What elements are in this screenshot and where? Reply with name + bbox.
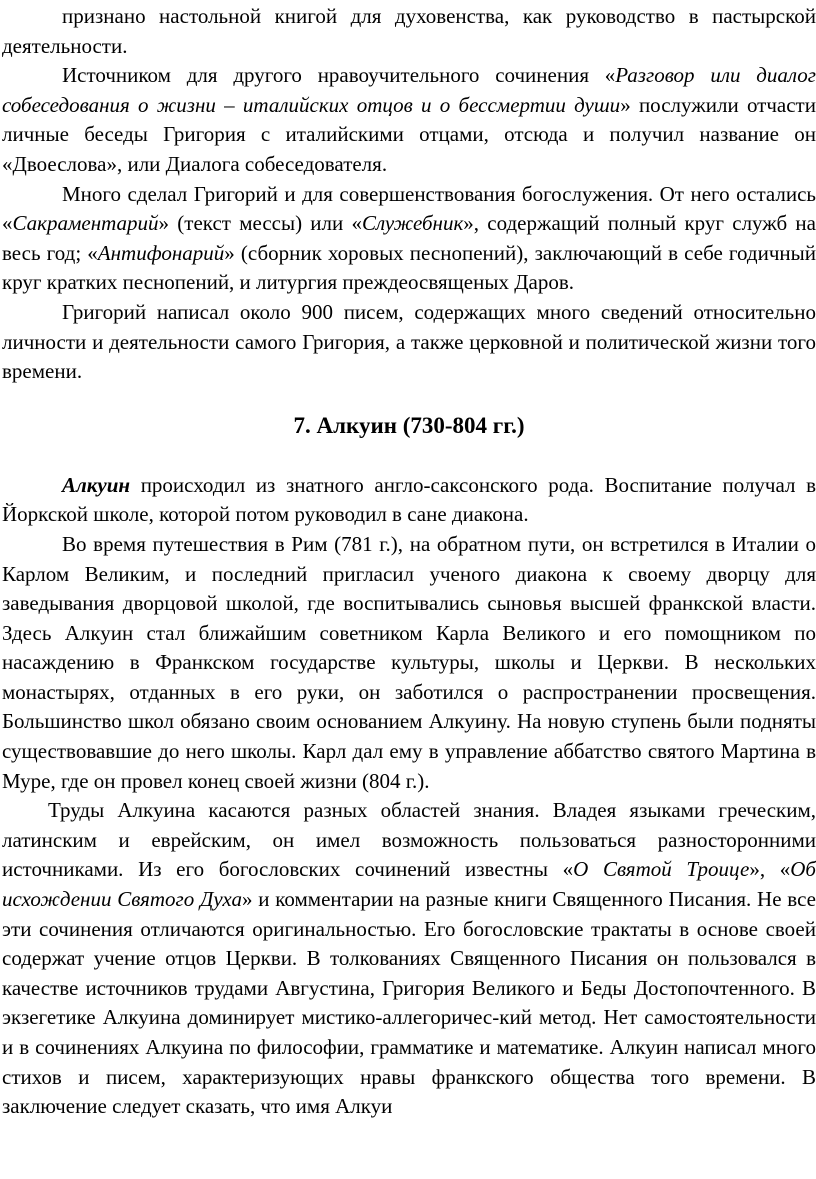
text-run: » послужили отчасти личные беседы Григория с италийскими отцами, отсюда и получил название он «Двоеслова», или Диалога собеседователя. (2, 92, 816, 176)
italic-title: Антифонарий (97, 240, 225, 265)
italic-title: Разговор или диалог собеседования о жизни – италийских отцов и о бессмертии души (2, 63, 816, 117)
text-run: » (сборник хоровых песнопений), заключающий в себе годичный круг кратких песнопений, и литургия преждеосвященых Даров. (2, 240, 816, 295)
text-run: », содержащий полный круг служб на весь год; « (2, 211, 816, 265)
bold-italic-name: Алкуин (62, 472, 131, 497)
text-run: Григорий написал около 900 писем, содержащих много сведений относительно личности и деятельности самого Григория, а также церковной и политической жизни того времени. (2, 299, 816, 384)
paragraph-alcuin-origin (2, 471, 816, 530)
paragraph-alcuin-works (2, 796, 816, 1122)
italic-title: Служебник (362, 211, 464, 236)
italic-title: О Святой Троице (573, 857, 750, 882)
paragraph-liturgy (2, 180, 816, 298)
text-run: происходил из знатного англо-саксонского рода. Воспитание получал в Йоркской школе, которой потом руководил в сане диакона. (2, 472, 816, 527)
text-run: » и комментарии на разные книги Священного Писания. Не все эти сочинения отличаются оригинальностью. Его богословские трактаты в основе своей содержат учение отцов Церкви. В толкованиях Священного Писания он пользовался в качестве источников трудами Августина, Григория Великого и Беды Достопочтенного. В экзегетике Алкуина доминирует мистико-аллегоричес-кий метод. Нет самостоятельности и в сочинениях Алкуина по философии, грамматике и математике. Алкуин написал много стихов и писем, характеризующих нравы франкского общества того времени. В заключение следует сказать, что имя Алкуи (2, 887, 816, 1119)
text-run: признано настольной книгой для духовенства, как руководство в пастырской деятельности. (2, 4, 816, 58)
text-run: Много сделал Григорий и для совершенствования богослужения. От него остались « (2, 181, 816, 236)
paragraph-pastoral-book (2, 2, 816, 61)
paragraph-letters (2, 298, 816, 387)
text-run: », « (749, 857, 791, 882)
section-heading: 7. Алкуин (730-804 гг.) (293, 412, 525, 438)
text-run: » (текст мессы) или « (158, 211, 362, 236)
paragraph-dialogues (2, 61, 816, 179)
text-run: Источником для другого нравоучительного сочинения « (62, 63, 616, 88)
italic-title: Об исхождении Святого Духа (2, 857, 816, 912)
paragraph-alcuin-travel (2, 530, 816, 796)
italic-title: Сакраментарий (12, 211, 159, 236)
text-run: Во время путешествия в Рим (781 г.), на обратном пути, он встретился в Италии о Карлом Великим, и последний пригласил ученого диакона к своему дворцу для заведывания дворцовой школой, где воспитывались сыновья высшей франкской власти. Здесь Алкуин стал ближайшим советником Карла Великого и его помощником по насаждению в Франкском государстве культуры, школы и Церкви. В нескольких монастырях, отданных в его руки, он заботился о распространении просвещения. Большинство школ обязано своим основанием Алкуину. На новую ступень были подняты существовавшие до него школы. Карл дал ему в управление аббатство святого Мартина в Муре, где он провел конец своей жизни (804 г.). (2, 531, 816, 793)
text-run: Труды Алкуина касаются разных областей знания. Владея языками греческим, латинским и еврейским, он имел возможность пользоваться разносторонними источниками. Из его богословских сочинений известны « (2, 798, 816, 882)
